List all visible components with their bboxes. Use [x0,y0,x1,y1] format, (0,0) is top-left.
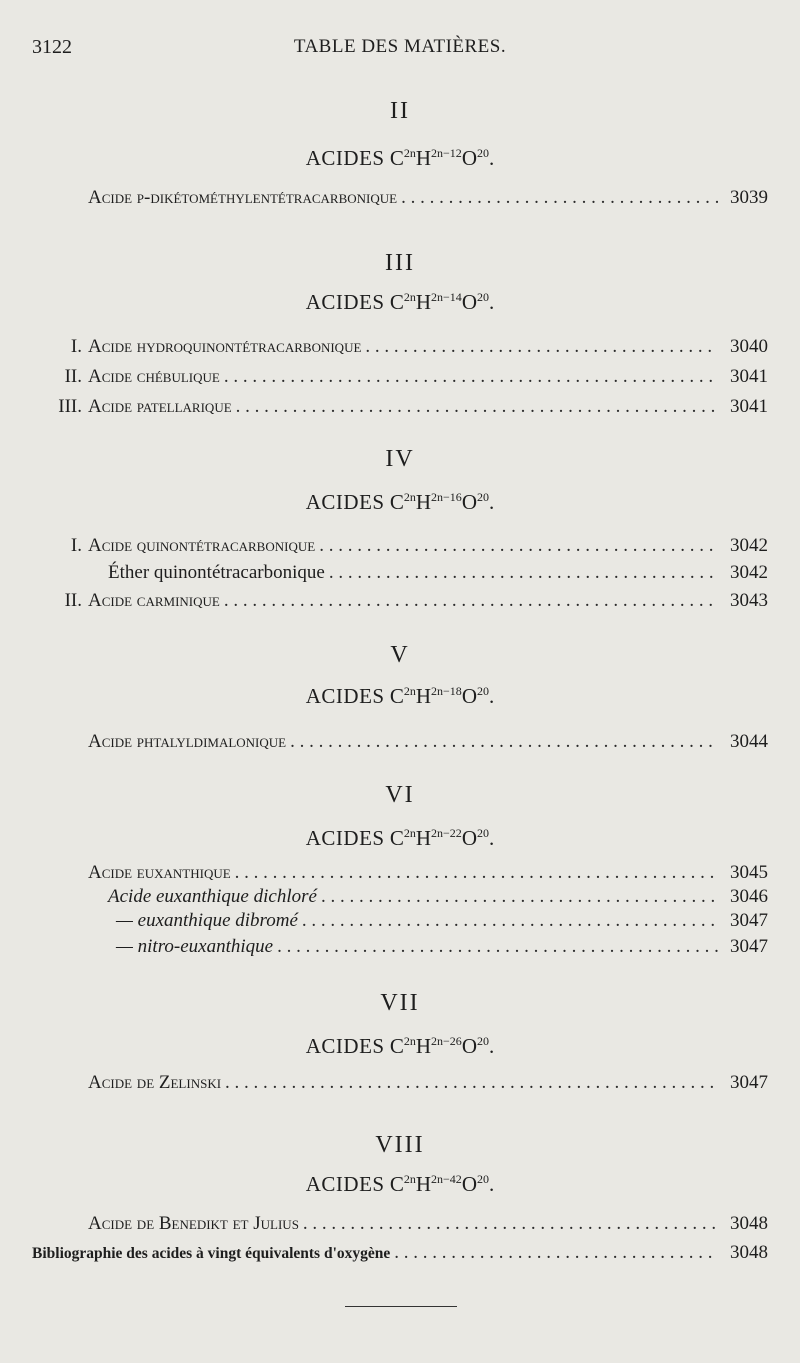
page-number: 3122 [32,36,72,58]
entry-title: Acide phtalyldimalonique [88,731,287,752]
section-formula: ACIDES $C^{2n}H^{2n-16}O^{20}$. [305,490,495,514]
entry-title: Acide chébulique [88,366,220,387]
entry-title: Acide de Zelinski [88,1072,222,1093]
section-formula: ACIDES $C^{2n}H^{2n-12}O^{20}$. [305,146,495,170]
entry-page: 3040 [730,336,768,357]
running-title: TABLE DES MATIÈRES. [293,36,507,57]
section-numeral: IV [385,446,415,472]
page-header [0,36,800,66]
toc-entry: II. Acide carminique . . . 3043 [36,590,768,616]
entry-title: Acide euxanthique [88,862,231,883]
section-numeral: VII [380,990,420,1016]
toc-entry: II. Acide chébulique . . . 3041 [36,366,768,392]
entry-page: 3047 [730,910,768,931]
entry-page: 3045 [730,862,768,883]
entry-page: 3048 [730,1242,768,1263]
entry-page: 3043 [730,590,768,611]
entry-title: Acide p-dikétométhylentétracarbonique [88,187,398,208]
section-formula: ACIDES $C^{2n}H^{2n-18}O^{20}$. [305,684,495,708]
entry-page: 3046 [730,886,768,907]
entry-page: 3041 [730,396,768,417]
entry-title: Acide carminique [88,590,220,611]
toc-entry [36,886,768,912]
entry-page: 3042 [730,562,768,583]
entry-title: Acide hydroquinontétracarbonique [88,336,362,357]
entry-title: Acide quinontétracarbonique [88,535,316,556]
entry-page: 3047 [730,1072,768,1093]
section-numeral: II [390,98,410,124]
toc-entry [36,936,768,962]
section-numeral: VIII [375,1132,425,1158]
toc-entry: I. Acide quinontétracarbonique . . . 3042 [36,535,768,561]
closing-rule [345,1306,457,1307]
entry-title: Acide euxanthique dichloré [108,886,317,907]
toc-entry [36,1072,768,1098]
entry-title: Bibliographie des acides à vingt équivalents d'oxygène [32,1245,391,1262]
section-formula: ACIDES $C^{2n}H^{2n-42}O^{20}$. [305,1172,495,1196]
entry-page: 3047 [730,936,768,957]
toc-entry [36,910,768,936]
entry-page: 3042 [730,535,768,556]
entry-page: 3039 [730,187,768,208]
entry-title: Éther quinontétracarbonique [108,562,325,583]
toc-entry [36,1213,768,1239]
section-numeral: VI [385,782,415,808]
entry-title: Acide patellarique [88,396,232,417]
section-formula: ACIDES $C^{2n}H^{2n-22}O^{20}$. [305,826,495,850]
toc-entry: I. Acide hydroquinontétracarbonique . . . 3040 [36,336,768,362]
entry-page: 3044 [730,731,768,752]
entry-page: 3048 [730,1213,768,1234]
toc-entry [36,862,768,888]
toc-entry [36,187,768,213]
toc-entry [36,562,768,588]
section-numeral: III [385,250,415,276]
toc-entry [36,731,768,757]
entry-title: Acide de Benedikt et Julius [88,1213,299,1234]
toc-entry [32,1242,768,1268]
section-numeral: V [390,642,410,668]
entry-page: 3041 [730,366,768,387]
section-formula: ACIDES $C^{2n}H^{2n-26}O^{20}$. [305,1034,495,1058]
entry-title: — euxanthique dibromé [116,910,298,931]
section-formula: ACIDES $C^{2n}H^{2n-14}O^{20}$. [305,290,495,314]
toc-entry: III. Acide patellarique . . . 3041 [36,396,768,422]
entry-title: — nitro-euxanthique [116,936,274,957]
